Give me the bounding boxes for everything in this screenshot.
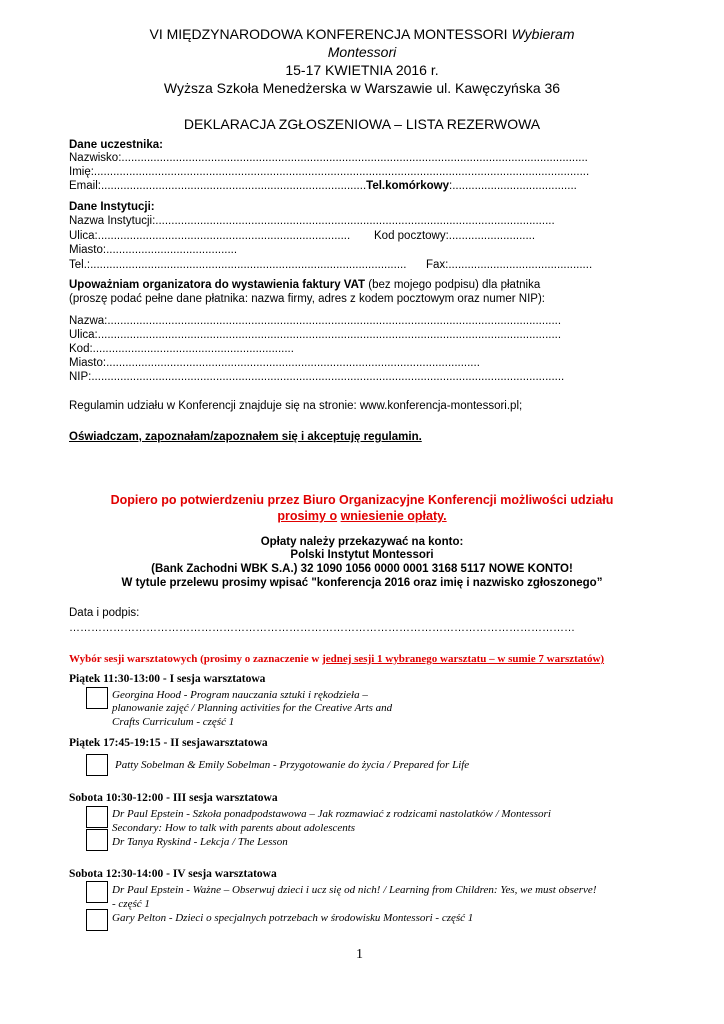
signature-label: Data i podpis: xyxy=(69,607,140,619)
transfer-title-instruction: W tytule przelewu prosimy wpisać "konferencja 2016 oraz imię i nazwisko zgłoszonego” xyxy=(121,577,603,589)
session-3-workshop-1-line1: Dr Paul Epstein - Szkoła ponadpodstawowa – Jak rozmawiać z rodzicami nastolatków / Montessori xyxy=(112,808,551,820)
conference-dates: 15-17 KWIETNIA 2016 r. xyxy=(285,62,439,78)
session-1-workshop-1-line3: Crafts Curriculum - część 1 xyxy=(112,716,235,728)
signature-field[interactable]: ………………………………………………………………………………………………………………………… xyxy=(69,622,575,634)
session-4-workshop-2: Gary Pelton - Dzieci o specjalnych potrzebach w środowisku Montessori - część 1 xyxy=(112,912,474,924)
session-4-workshop-2-checkbox[interactable] xyxy=(86,909,108,931)
payment-notice-line2: prosimy o wniesienie opłaty. xyxy=(277,509,447,523)
session-2-workshop-1-checkbox[interactable] xyxy=(86,754,108,776)
session-4-workshop-1-line2: - część 1 xyxy=(112,898,150,910)
session-1-workshop-1-line2: planowanie zajęć / Planning activities for the Creative Arts and xyxy=(112,702,393,714)
acceptance-statement: Oświadczam, zapoznałam/zapoznałem się i akceptuję regulamin. xyxy=(69,431,422,443)
first-name-field[interactable]: Imię:........................................................................................................................................................... xyxy=(69,166,590,178)
session-3-workshop-2: Dr Tanya Ryskind - Lekcja / The Lesson xyxy=(112,836,288,848)
participant-heading: Dane uczestnika: xyxy=(69,139,163,151)
institution-heading: Dane Instytucji: xyxy=(69,201,155,213)
session-4-workshop-1-line1: Dr Paul Epstein - Ważne – Obserwuj dzieci i ucz się od nich! / Learning from Children: Yes, we must observe! xyxy=(112,884,597,896)
fax-field[interactable]: Fax:............................................. xyxy=(426,259,593,271)
surname-field[interactable]: Nazwisko:.................................................................................................................................................. xyxy=(69,152,588,164)
form-title: DEKLARACJA ZGŁOSZENIOWA – LISTA REZERWOWA xyxy=(183,116,541,132)
session-2-title: Piątek 17:45-19:15 - II sesjawarsztatowa xyxy=(69,737,268,749)
institution-street-field[interactable]: Ulica:............................................................................... xyxy=(69,230,351,242)
mobile-field[interactable]: :....................................... xyxy=(449,180,577,192)
bank-account: (Bank Zachodni WBK S.A.) 32 1090 1056 0000 0001 3168 5117 NOWE KONTO! xyxy=(151,563,573,575)
session-3-title: Sobota 10:30-12:00 - III sesja warsztatowa xyxy=(69,792,278,804)
email-field[interactable]: Email:................................................................................... xyxy=(69,180,367,192)
payer-city-field[interactable]: Miasto:..................................................................................................................... xyxy=(69,357,480,369)
payer-postcode-field[interactable]: Kod:............................................................... xyxy=(69,343,294,355)
bank-intro: Opłaty należy przekazywać na konto: xyxy=(260,536,464,548)
payment-notice-line1: Dopiero po potwierdzeniu przez Biuro Organizacyjne Konferencji możliwości udziału xyxy=(110,493,614,507)
bank-recipient: Polski Instytut Montessori xyxy=(290,549,434,561)
mobile-label: Tel.komórkowy xyxy=(366,180,450,192)
payer-street-field[interactable]: Ulica:................................................................................................................................................. xyxy=(69,329,562,341)
workshops-heading: Wybór sesji warsztatowych (prosimy o zaznaczenie w jednej sesji 1 wybranego warsztatu – w sumie 7 warsztatów) xyxy=(69,653,605,665)
institution-phone-field[interactable]: Tel.:................................................................................................... xyxy=(69,259,407,271)
page-number: 1 xyxy=(356,947,363,962)
session-3-workshop-1-line2: Secondary: How to talk with parents about adolescents xyxy=(112,822,356,834)
payer-nip-field[interactable]: NIP:.................................................................................................................................................... xyxy=(69,371,565,383)
conference-venue: Wyższa Szkoła Menedżerska w Warszawie ul. Kawęczyńska 36 xyxy=(163,80,561,96)
email-phone-row[interactable] xyxy=(69,180,577,192)
vat-authorization: Upoważniam organizatora do wystawienia faktury VAT (bez mojego podpisu) dla płatnika xyxy=(69,279,541,291)
session-1-workshop-1-checkbox[interactable] xyxy=(86,687,108,709)
institution-city-field[interactable]: Miasto:......................................... xyxy=(69,244,238,256)
session-1-workshop-1-line1: Georgina Hood - Program nauczania sztuki i rękodzieła – xyxy=(112,689,368,701)
vat-instructions: (proszę podać pełne dane płatnika: nazwa firmy, adres z kodem pocztowym oraz numer NIP): xyxy=(69,293,545,305)
session-4-workshop-1-checkbox[interactable] xyxy=(86,881,108,903)
session-3-workshop-1-checkbox[interactable] xyxy=(86,806,108,828)
session-4-title: Sobota 12:30-14:00 - IV sesja warsztatowa xyxy=(69,868,277,880)
payer-name-field[interactable]: Nazwa:.............................................................................................................................................. xyxy=(69,315,562,327)
postal-code-field[interactable]: Kod pocztowy:........................... xyxy=(374,230,536,242)
regulations-note: Regulamin udziału w Konferencji znajduje się na stronie: www.konferencja-montessori.pl; xyxy=(69,400,523,412)
session-1-title: Piątek 11:30-13:00 - I sesja warsztatowa xyxy=(69,673,266,685)
session-2-workshop-1: Patty Sobelman & Emily Sobelman - Przygotowanie do życia / Prepared for Life xyxy=(115,759,470,771)
session-3-workshop-2-checkbox[interactable] xyxy=(86,829,108,851)
conference-title-line1: VI MIĘDZYNARODOWA KONFERENCJA MONTESSORI Wybieram xyxy=(149,26,575,42)
conference-title-line2: Montessori xyxy=(327,44,397,60)
institution-name-field[interactable]: Nazwa Instytucji:............................................................................................................................. xyxy=(69,215,555,227)
